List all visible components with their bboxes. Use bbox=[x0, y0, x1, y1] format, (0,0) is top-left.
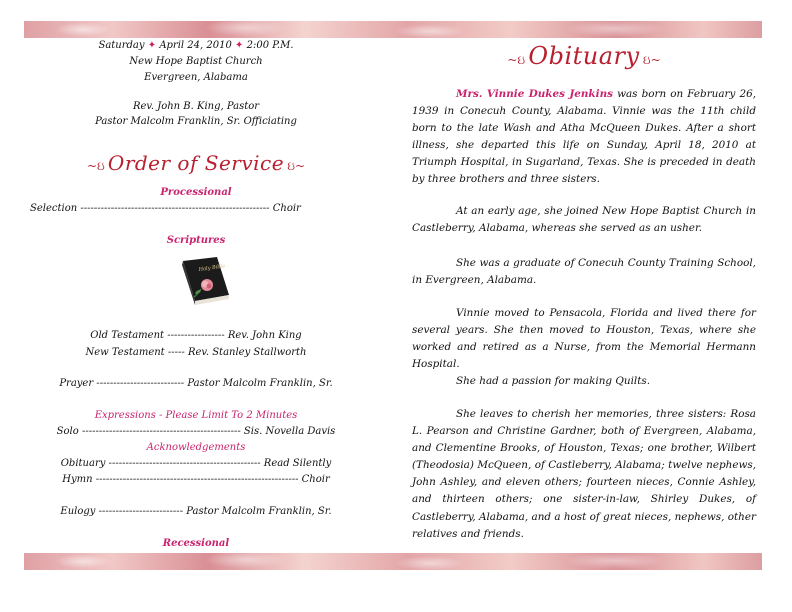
service-time: 2:00 P.M. bbox=[246, 40, 294, 51]
obituary-heading bbox=[412, 40, 756, 77]
star-icon: ✦ bbox=[147, 40, 157, 51]
obituary-paragraph-3: She was a graduate of Conecuh County Training School, in Evergreen, Alabama. bbox=[412, 257, 756, 287]
obituary-paragraph-2: At an early age, she joined New Hope Baptist Church in Castleberry, Alabama, whereas she served as an usher. bbox=[412, 205, 756, 235]
right-flourish-icon: ઇ~ bbox=[287, 159, 306, 173]
obituary-paragraph-1 bbox=[412, 86, 756, 189]
expressions-heading: Expressions - Please Limit To 2 Minutes bbox=[94, 410, 298, 421]
bible-label: Holy Bible bbox=[198, 263, 226, 273]
service-day: Saturday bbox=[98, 40, 145, 51]
church-location: Evergreen, Alabama bbox=[144, 72, 248, 83]
bottom-decorative-band bbox=[24, 553, 762, 570]
left-flourish-icon: ~ઇ bbox=[507, 53, 526, 67]
solo-line: Solo ----------------------------------------------- Sis. Novella Davis bbox=[56, 426, 336, 437]
deceased-name: Mrs. Vinnie Dukes Jenkins bbox=[456, 88, 613, 100]
selection-line: Selection -------------------------------------------------------- Choir bbox=[30, 203, 301, 214]
prayer-line: Prayer -------------------------- Pastor Malcolm Franklin, Sr. bbox=[59, 378, 333, 389]
order-of-service-title: Order of Service bbox=[107, 151, 285, 175]
star-icon: ✦ bbox=[235, 40, 244, 51]
church-name: New Hope Baptist Church bbox=[129, 56, 263, 67]
order-of-service-heading bbox=[30, 150, 362, 181]
new-testament-line: New Testament ----- Rev. Stanley Stallworth bbox=[85, 347, 307, 358]
obituary-line: Obituary --------------------------------------------- Read Silently bbox=[60, 458, 332, 469]
processional-heading: Processional bbox=[160, 187, 232, 198]
old-testament-line: Old Testament ----------------- Rev. John King bbox=[90, 330, 302, 341]
obituary-paragraph-6: She leaves to cherish her memories, three sisters: Rosa L. Pearson and Christine Gardner, both of Evergreen, Alabama, and Clementine Brooks, of Houston, Texas; one brother, Wilbert (Theodosia) McQueen, of Castleberry, Alabama; twelve nephews, John Ashley, and eleven others; fourteen nieces, Connie Ashley, and thirteen others; one sister-in-law, Shirley Dukes, of Castleberry, Alabama, and a host of great nieces, nephews, other relatives and friends. bbox=[412, 408, 756, 540]
top-decorative-band bbox=[24, 21, 762, 38]
recessional-heading: Recessional bbox=[162, 538, 230, 549]
obituary-paragraph-4: Vinnie moved to Pensacola, Florida and lived there for several years. She then moved to Houston, Texas, where she worked and retired as a Nurse, from the Memorial Hermann Hospital. bbox=[412, 307, 756, 371]
left-flourish-icon: ~ઇ bbox=[86, 159, 105, 173]
paragraph-1-text: was born on February 26, 1939 in Conecuh County, Alabama. Vinnie was the 11th child born to the late Wash and Atha McQueen Dukes. After a short illness, she departed this life on Sunday, April 18, 2010 at Triumph Hospital, in Sugarland, Texas. She is preceded in death by three brothers and three sisters. bbox=[412, 88, 757, 186]
scriptures-heading: Scriptures bbox=[166, 235, 226, 246]
obituary-title: Obituary bbox=[528, 42, 640, 70]
service-date-line bbox=[30, 38, 362, 54]
eulogy-line: Eulogy ------------------------- Pastor Malcolm Franklin, Sr. bbox=[60, 506, 332, 517]
right-flourish-icon: ઇ~ bbox=[642, 53, 661, 67]
obituary-paragraph-5: She had a passion for making Quilts. bbox=[456, 375, 651, 387]
bible-icon bbox=[177, 257, 233, 309]
pastor-name: Rev. John B. King, Pastor bbox=[132, 101, 260, 112]
hymn-line: Hymn ------------------------------------------------------------ Choir bbox=[62, 474, 330, 485]
service-date: April 24, 2010 bbox=[159, 40, 232, 51]
acknowledgements-heading: Acknowledgements bbox=[146, 442, 246, 453]
officiant-name: Pastor Malcolm Franklin, Sr. Officiating bbox=[95, 116, 297, 127]
